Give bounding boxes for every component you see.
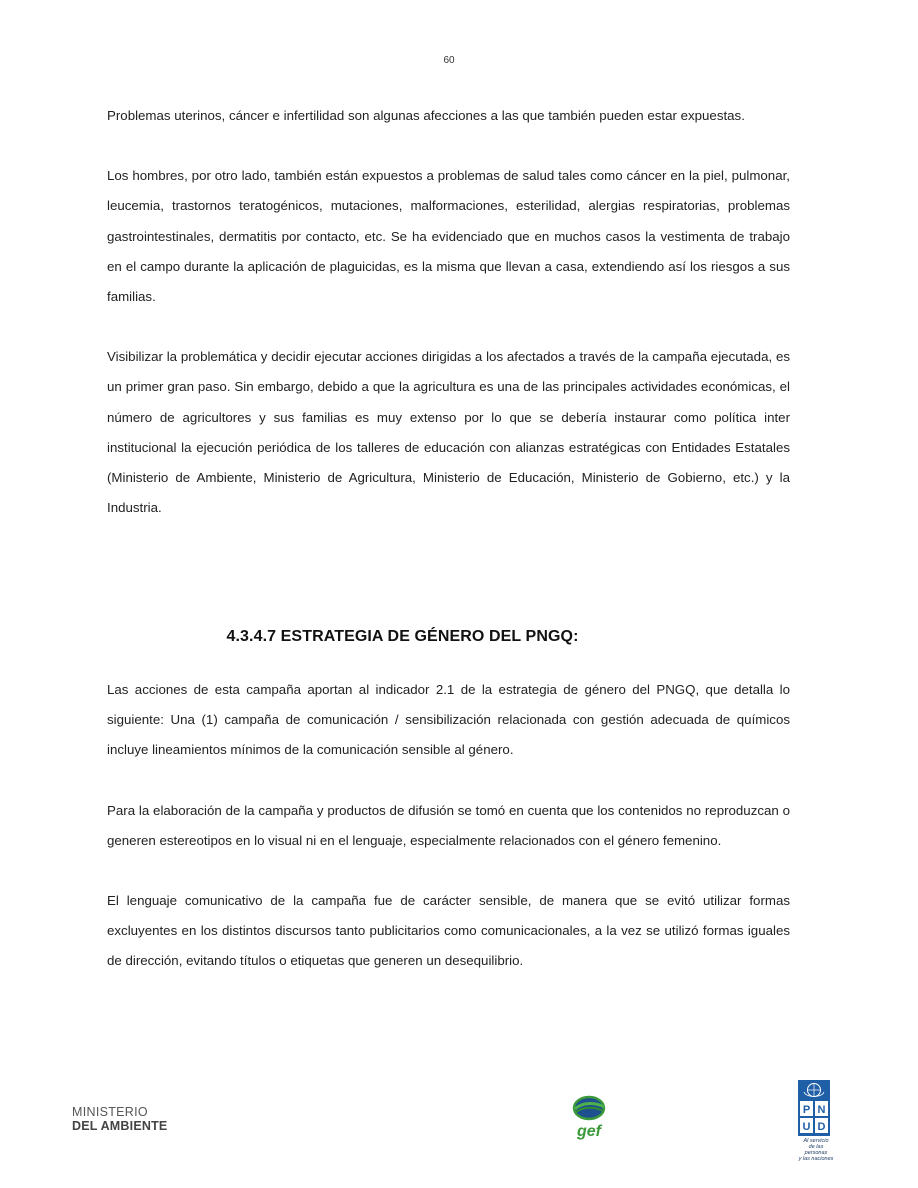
paragraph: Los hombres, por otro lado, también están expuestos a problemas de salud tales como cáncer en la piel, pulmonar, leucemia, trastornos teratogénicos, mutaciones, malformaciones, esterilidad, alergias respiratorias, problemas gastrointestinales, dermatitis por contacto, etc. Se ha evidenciado que en muchos casos la vestimenta de trabajo en el campo durante la aplicación de plaguicidas, es la misma que llevan a casa, extendiendo así los riesgos a sus familias. <box>107 168 790 305</box>
gef-globe-icon <box>566 1094 612 1140</box>
ministerio-logo-line2: DEL AMBIENTE <box>72 1119 168 1133</box>
paragraph: Las acciones de esta campaña aportan al indicador 2.1 de la estrategia de género del PNGQ, que detalla lo siguiente: Una (1) campaña de comunicación / sensibilización relacionada con gestión adecuada de químicos incluye lineamientos mínimos de la comunicación sensible al género. <box>107 682 790 758</box>
pnud-letter-d: D <box>817 1121 826 1133</box>
pnud-letter-n: N <box>817 1104 826 1116</box>
gef-logo <box>566 1094 612 1140</box>
undp-emblem-icon <box>798 1080 830 1136</box>
ministerio-ambiente-logo <box>72 1106 182 1136</box>
gef-label: gef <box>577 1123 601 1140</box>
pnud-tagline-line1: Al servicio <box>803 1138 829 1144</box>
body-text-bottom <box>107 675 790 1007</box>
pnud-box <box>798 1080 830 1136</box>
pnud-letter-p: P <box>802 1104 811 1116</box>
paragraph: Para la elaboración de la campaña y productos de difusión se tomó en cuenta que los contenidos no reproduzcan o generen estereotipos en lo visual ni en el lenguaje, especialmente relacionados con el género femenino. <box>107 802 790 848</box>
pnud-tagline-line3: y las naciones <box>798 1156 834 1162</box>
ministerio-logo-line1: MINISTERIO <box>72 1105 148 1119</box>
paragraph: Problemas uterinos, cáncer e infertilidad son algunas afecciones a las que también pueden estar expuestas. <box>107 108 745 123</box>
paragraph: El lenguaje comunicativo de la campaña fue de carácter sensible, de manera que se evitó utilizar formas excluyentes en los distintos discursos tanto publicitarios como comunicacionales, a la vez se utilizó formas iguales de dirección, evitando títulos o etiquetas que generen un desequilibrio. <box>107 893 790 969</box>
pnud-tagline-line2: de las personas <box>804 1144 828 1156</box>
pnud-tagline <box>798 1138 834 1162</box>
pnud-logo <box>798 1080 834 1160</box>
paragraph: Visibilizar la problemática y decidir ejecutar acciones dirigidas a los afectados a través de la campaña ejecutada, es un primer gran paso. Sin embargo, debido a que la agricultura es una de las principales actividades económicas, el número de agricultores y sus familias es muy extenso por lo que se debería instaurar como política inter institucional la ejecución periódica de los talleres de educación con alianzas estratégicas con Entidades Estatales (Ministerio de Ambiente, Ministerio de Agricultura, Ministerio de Educación, Ministerio de Gobierno, etc.) y la Industria. <box>107 349 790 516</box>
pnud-letter-u: U <box>802 1121 811 1133</box>
section-heading: 4.3.4.7 ESTRATEGIA DE GÉNERO DEL PNGQ: <box>226 628 579 645</box>
page-number: 60 <box>443 55 455 66</box>
body-text-top <box>107 101 790 553</box>
